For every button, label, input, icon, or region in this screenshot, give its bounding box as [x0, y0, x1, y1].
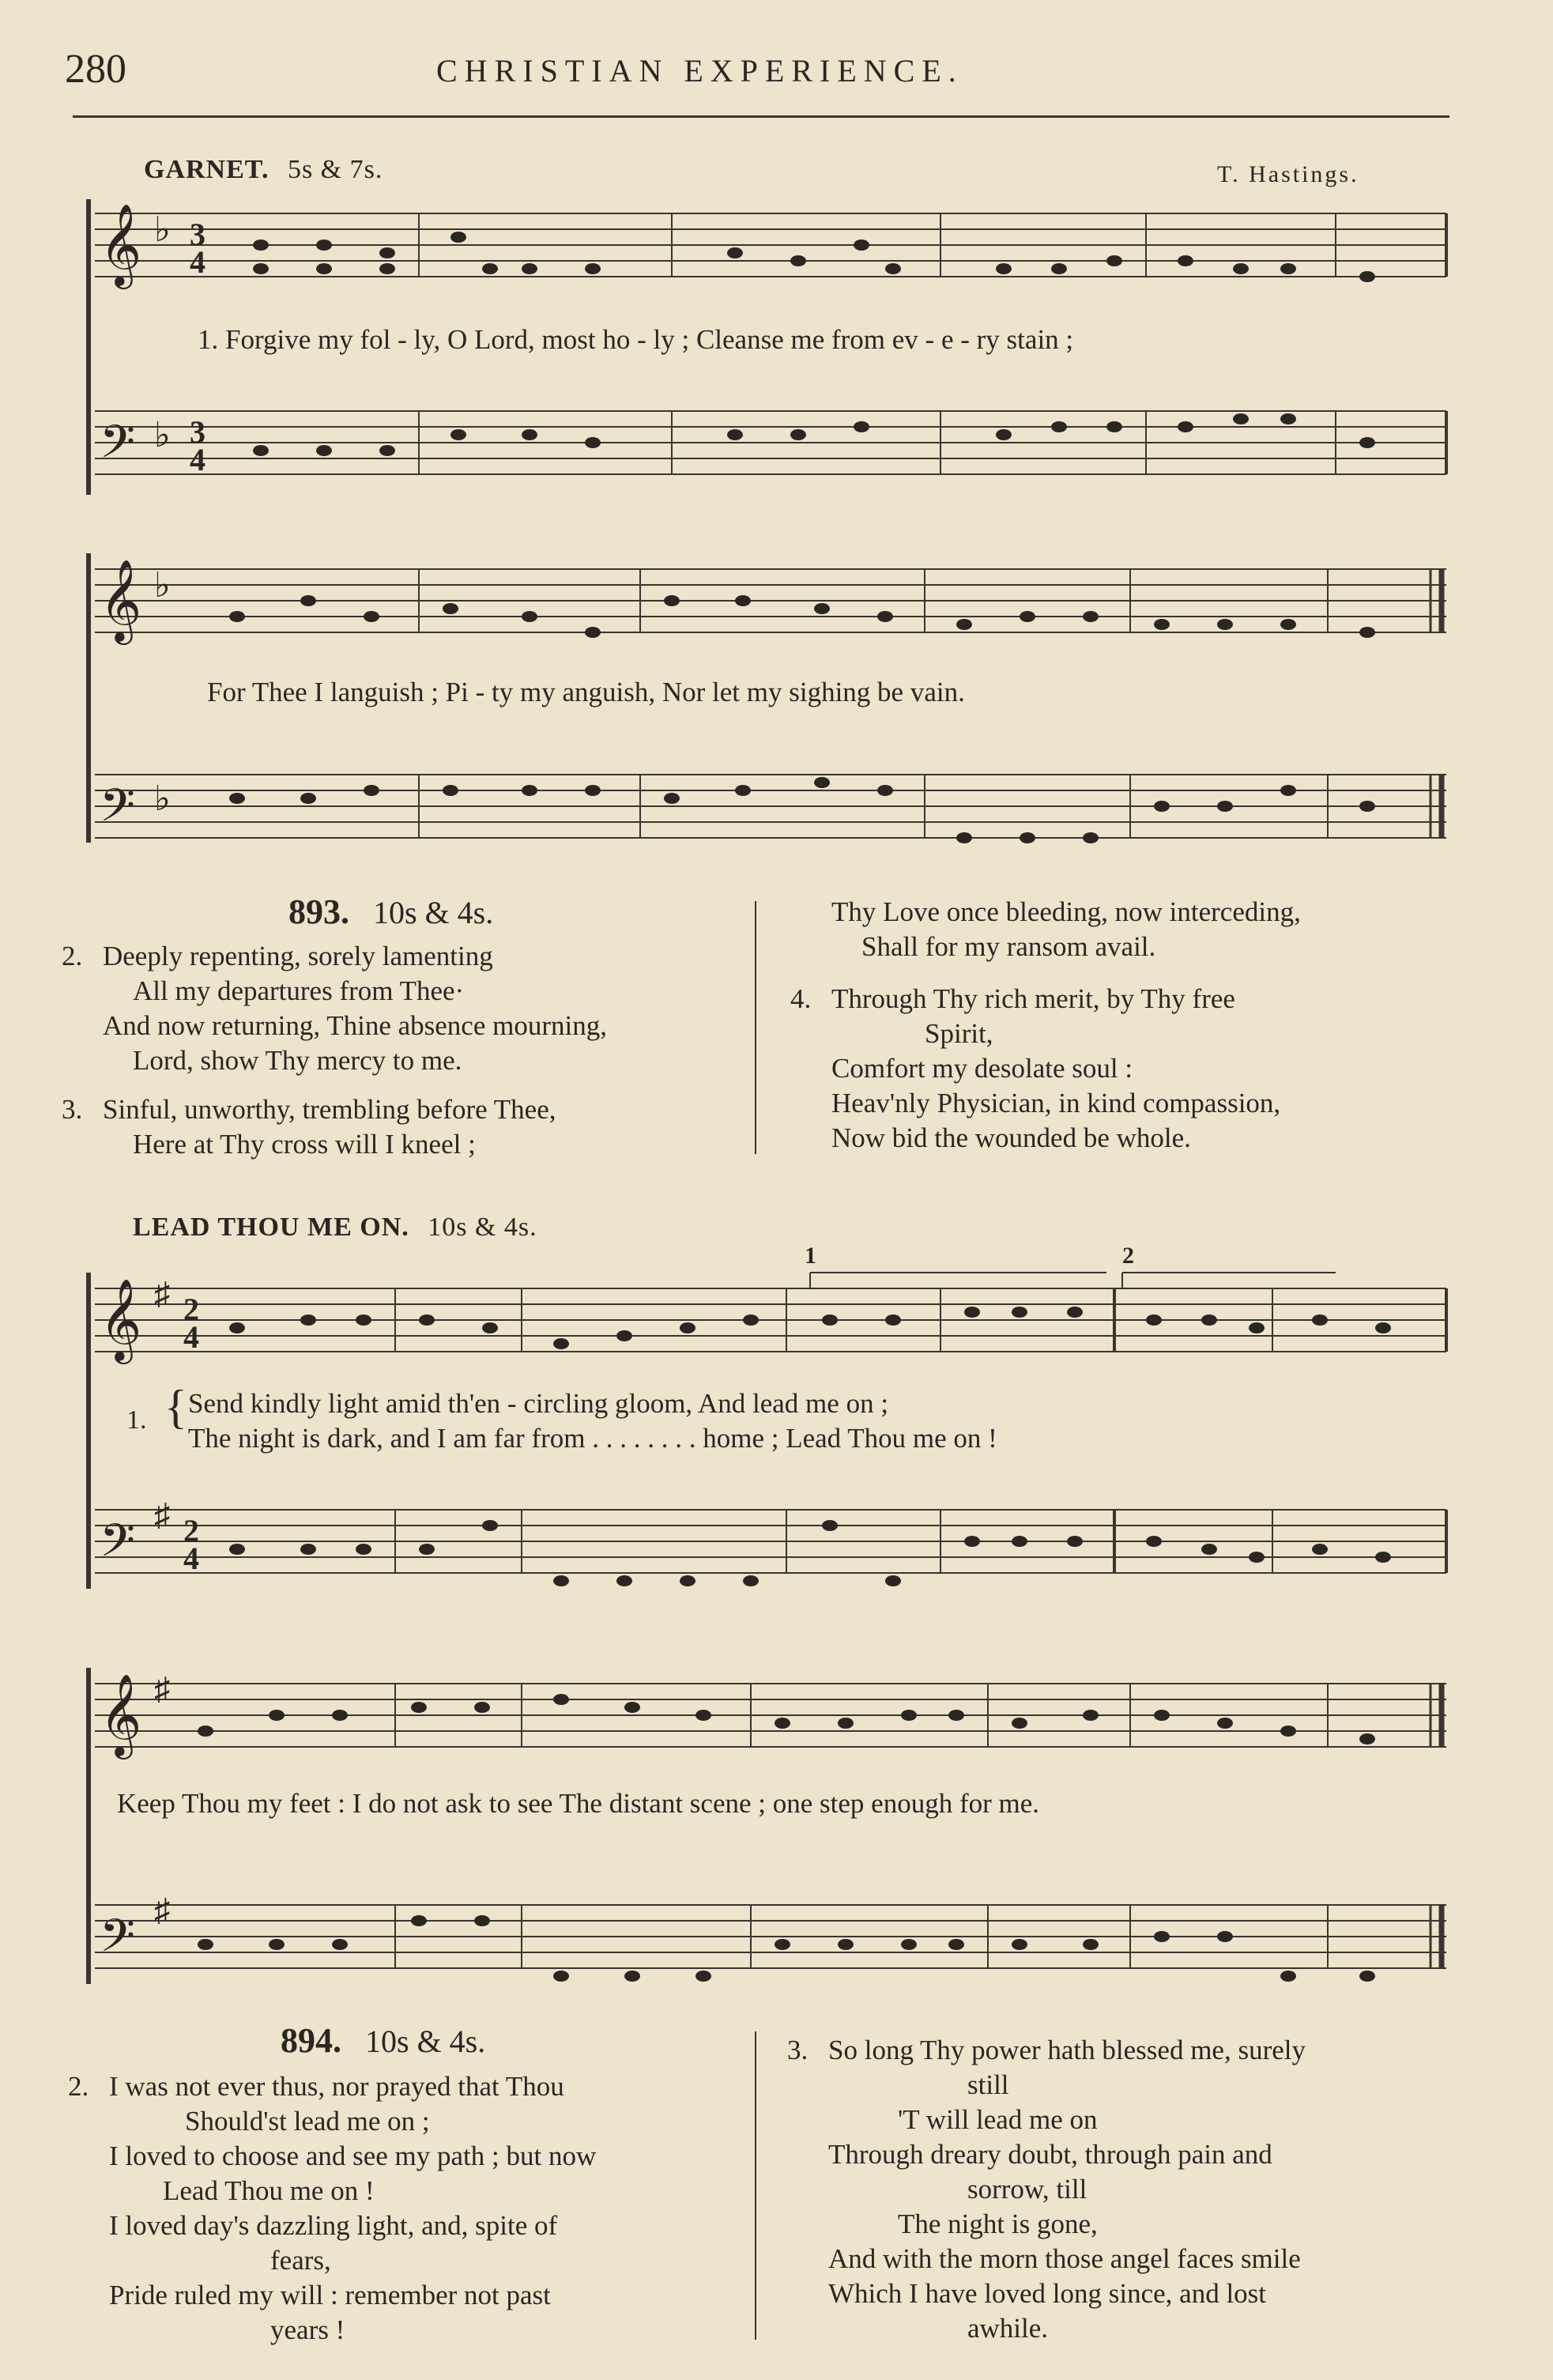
- stanza-number: 2.: [62, 941, 83, 971]
- garnet-lyric-line-1: 1. Forgive my fol - ly, O Lord, most ho - ly ; Cleanse me from ev - e - ry stain ;: [198, 324, 1074, 355]
- svg-text:𝄞: 𝄞: [100, 1281, 142, 1360]
- stanza-line: So long Thy power hath blessed me, surely: [828, 2035, 1306, 2065]
- stanza-number: 3.: [787, 2035, 809, 2065]
- stanza-line: Now bid the wounded be whole.: [831, 1122, 1191, 1153]
- stanza-line: Spirit,: [925, 1018, 993, 1049]
- stanza-line: Deeply repenting, sorely lamenting: [103, 941, 493, 971]
- hymn893-stanza-2: [62, 939, 607, 1162]
- hymn893-stanza-3-cont: [790, 895, 1301, 1156]
- svg-text:𝄢: 𝄢: [100, 1912, 136, 1973]
- stanza-number: 4.: [790, 983, 812, 1014]
- lyric-brace: {: [164, 1381, 187, 1433]
- stanza-line: Heav'nly Physician, in kind compassion,: [831, 1088, 1281, 1118]
- svg-text:3: 3: [190, 414, 205, 450]
- stanza-line: Here at Thy cross will I kneel ;: [133, 1129, 476, 1160]
- stanza-line: Should'st lead me on ;: [185, 2106, 430, 2137]
- column-divider: [755, 2031, 756, 2340]
- svg-text:♯: ♯: [154, 1892, 170, 1928]
- svg-text:3: 3: [190, 217, 205, 252]
- stanza-line: Comfort my desolate soul :: [831, 1053, 1133, 1084]
- stanza-line: 'T will lead me on: [898, 2104, 1098, 2135]
- stanza-line: Sinful, unworthy, trembling before Thee,: [103, 1094, 556, 1125]
- svg-text:𝄞: 𝄞: [100, 562, 142, 640]
- tune-title-lead: [133, 1213, 537, 1243]
- stanza-line: Through Thy rich merit, by Thy free: [831, 983, 1235, 1014]
- hymn-heading-893: [288, 892, 493, 932]
- svg-text:𝄢: 𝄢: [100, 1517, 136, 1578]
- page-number: 280: [65, 47, 126, 92]
- stanza-line: Lord, show Thy mercy to me.: [133, 1045, 462, 1076]
- stanza-line: And now returning, Thine absence mourning,: [103, 1010, 607, 1041]
- stanza-number: 3.: [62, 1094, 83, 1125]
- stanza-line: sorrow, till: [967, 2174, 1087, 2205]
- tune-name: LEAD THOU ME ON.: [133, 1213, 409, 1242]
- stanza-line: The night is gone,: [898, 2208, 1098, 2239]
- composer: T. Hastings.: [1217, 161, 1359, 187]
- hymn-meter: 10s & 4s.: [365, 2024, 486, 2059]
- hymn-heading-894: [281, 2020, 485, 2061]
- hymn894-stanza-2: [68, 2069, 596, 2348]
- stanza-line: Shall for my ransom avail.: [861, 931, 1156, 962]
- stanza-line: I was not ever thus, nor prayed that Thou: [109, 2071, 564, 2102]
- stanza-line: All my departures from Thee·: [133, 975, 465, 1006]
- hymn894-stanza-3: [787, 2033, 1306, 2346]
- stanza-line: I loved to choose and see my path ; but now: [109, 2140, 597, 2171]
- svg-text:𝄞: 𝄞: [100, 1677, 142, 1755]
- svg-text:4: 4: [183, 1541, 199, 1576]
- lead-lyric-line-a: Send kindly light amid th'en - circling gloom, And lead me on ;: [188, 1388, 889, 1419]
- hymn-meter: 10s & 4s.: [373, 895, 494, 930]
- svg-text:♯: ♯: [154, 1276, 170, 1311]
- hymn-number: 893.: [288, 892, 349, 931]
- svg-text:♯: ♯: [154, 1497, 170, 1533]
- stanza-line: I loved day's dazzling light, and, spite of: [109, 2210, 558, 2241]
- stanza-line: Which I have loved long since, and lost: [828, 2278, 1267, 2309]
- svg-text:4: 4: [190, 244, 205, 280]
- header-rule: [73, 115, 1449, 118]
- tune-name: GARNET.: [144, 155, 270, 184]
- garnet-lyric-line-2: For Thee I languish ; Pi - ty my anguish, Nor let my sighing be vain.: [207, 677, 965, 707]
- stanza-line: awhile.: [967, 2313, 1049, 2344]
- svg-text:♭: ♭: [154, 566, 171, 605]
- tune-meter: 5s & 7s.: [287, 155, 383, 184]
- stanza-line: Through dreary doubt, through pain and: [828, 2139, 1272, 2170]
- svg-text:4: 4: [183, 1319, 199, 1355]
- svg-text:𝄞: 𝄞: [100, 206, 142, 285]
- svg-text:2: 2: [183, 1292, 199, 1327]
- svg-text:𝄢: 𝄢: [100, 418, 136, 479]
- stanza-line: Pride ruled my will : remember not past: [109, 2280, 551, 2310]
- svg-text:♯: ♯: [154, 1671, 170, 1707]
- svg-text:𝄢: 𝄢: [100, 782, 136, 843]
- stanza-line: Thy Love once bleeding, now interceding,: [831, 896, 1301, 927]
- lead-verse-number: 1.: [126, 1405, 147, 1435]
- hymn-number: 894.: [281, 2021, 341, 2060]
- svg-text:♭: ♭: [154, 779, 171, 818]
- lead-lyric-line-c: Keep Thou my feet : I do not ask to see The distant scene ; one step enough for me.: [117, 1788, 1040, 1819]
- column-divider: [755, 901, 756, 1154]
- svg-text:4: 4: [190, 442, 205, 477]
- svg-text:♭: ♭: [154, 416, 171, 455]
- svg-text:2: 2: [183, 1513, 199, 1548]
- stanza-line: And with the morn those angel faces smile: [828, 2243, 1301, 2274]
- stanza-number: 2.: [68, 2071, 89, 2102]
- tune-title-garnet: [144, 155, 383, 185]
- running-head: CHRISTIAN EXPERIENCE.: [436, 53, 963, 89]
- svg-text:♭: ♭: [154, 210, 171, 249]
- tune-meter: 10s & 4s.: [428, 1213, 537, 1242]
- first-ending-mark: 1: [805, 1243, 816, 1269]
- lead-lyric-line-b: The night is dark, and I am far from . . . . . . . . home ; Lead Thou me on !: [188, 1423, 997, 1454]
- stanza-line: still: [967, 2069, 1009, 2100]
- stanza-line: years !: [270, 2314, 345, 2345]
- stanza-line: fears,: [270, 2245, 331, 2276]
- second-ending-mark: 2: [1122, 1243, 1134, 1269]
- stanza-line: Lead Thou me on !: [163, 2175, 375, 2206]
